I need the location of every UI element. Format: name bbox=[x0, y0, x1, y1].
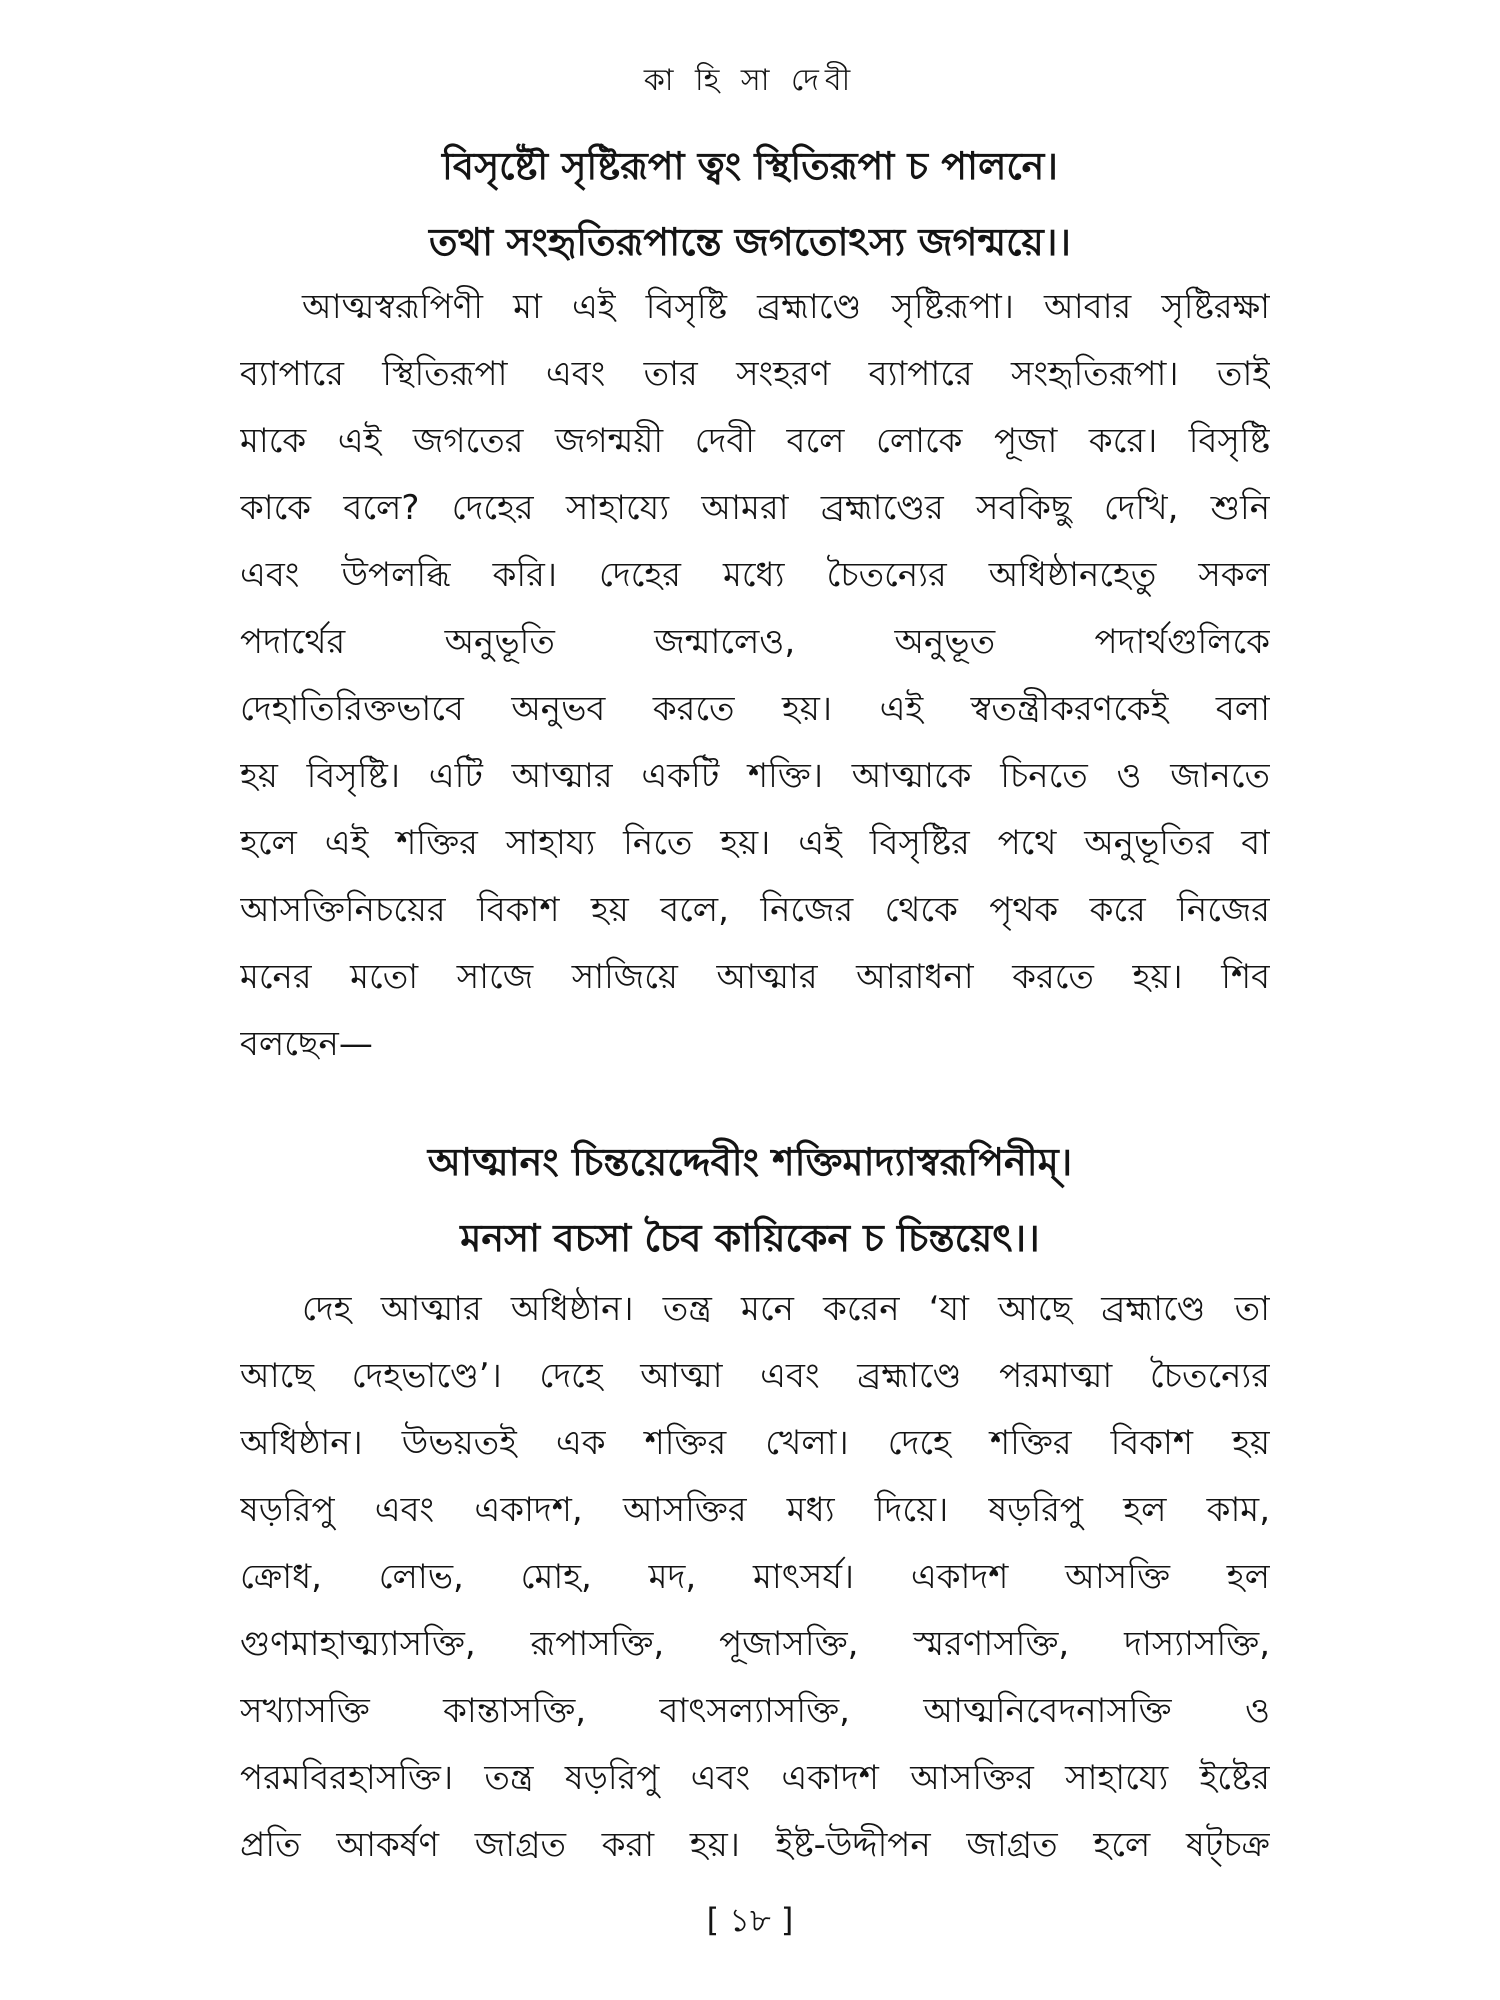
paragraph-1 bbox=[240, 274, 1270, 1078]
paragraph-line: ক্রোধ, লোভ, মোহ, মদ, মাৎসর্য। একাদশ আসক্তি হল bbox=[240, 1557, 1270, 1597]
paragraph-line: কাকে বলে? দেহের সাহায্যে আমরা ব্রহ্মাণ্ডের সবকিছু দেখি, শুনি bbox=[240, 488, 1270, 528]
paragraph-2 bbox=[240, 1276, 1270, 1879]
verse-line: আত্মানং চিন্তয়েদ্দেবীং শক্তিমাদ্যাস্বরূপিনীম্। bbox=[427, 1140, 1073, 1184]
verse-line: মনসা বচসা চৈব কায়িকেন চ চিন্তয়েৎ।। bbox=[460, 1216, 1040, 1260]
paragraph-line: আত্মস্বরূপিণী মা এই বিসৃষ্টি ব্রহ্মাণ্ডে সৃষ্টিরূপা। আবার সৃষ্টিরক্ষা bbox=[302, 287, 1270, 327]
paragraph-line: পরমবিরহাসক্তি। তন্ত্র ষড়রিপু এবং একাদশ আসক্তির সাহায্যে ইষ্টের bbox=[240, 1758, 1270, 1798]
sanskrit-verse-1 bbox=[0, 128, 1500, 280]
page-number: [ ১৮ ] bbox=[706, 1901, 794, 1939]
paragraph-line: এবং উপলব্ধি করি। দেহের মধ্যে চৈতন্যের অধিষ্ঠানহেতু সকল bbox=[240, 555, 1270, 595]
running-header: কা হি সা দেবী bbox=[643, 63, 857, 98]
paragraph-line: আসক্তিনিচয়ের বিকাশ হয় বলে, নিজের থেকে পৃথক করে নিজের bbox=[240, 890, 1270, 930]
paragraph-line: আছে দেহভাণ্ডে’। দেহে আত্মা এবং ব্রহ্মাণ্ডে পরমাত্মা চৈতন্যের bbox=[240, 1356, 1270, 1396]
paragraph-line: ব্যাপারে স্থিতিরূপা এবং তার সংহরণ ব্যাপারে সংহৃতিরূপা। তাই bbox=[240, 354, 1270, 394]
paragraph-line: অধিষ্ঠান। উভয়তই এক শক্তির খেলা। দেহে শক্তির বিকাশ হয় bbox=[240, 1423, 1270, 1463]
paragraph-line: ষড়রিপু এবং একাদশ, আসক্তির মধ্য দিয়ে। ষড়রিপু হল কাম, bbox=[240, 1490, 1270, 1530]
paragraph-line: মনের মতো সাজে সাজিয়ে আত্মার আরাধনা করতে হয়। শিব bbox=[240, 957, 1270, 997]
paragraph-line: মাকে এই জগতের জগন্ময়ী দেবী বলে লোকে পূজা করে। বিসৃষ্টি bbox=[240, 421, 1270, 461]
paragraph-line: দেহ আত্মার অধিষ্ঠান। তন্ত্র মনে করেন ‘যা আছে ব্রহ্মাণ্ডে তা bbox=[302, 1289, 1270, 1329]
paragraph-line: সখ্যাসক্তি কান্তাসক্তি, বাৎসল্যাসক্তি, আত্মনিবেদনাসক্তি ও bbox=[240, 1691, 1270, 1731]
paragraph-line: হলে এই শক্তির সাহায্য নিতে হয়। এই বিসৃষ্টির পথে অনুভূতির বা bbox=[240, 823, 1270, 863]
verse-line: বিসৃষ্টৌ সৃষ্টিরূপা ত্বং স্থিতিরূপা চ পালনে। bbox=[442, 144, 1058, 188]
paragraph-line: হয় বিসৃষ্টি। এটি আত্মার একটি শক্তি। আত্মাকে চিনতে ও জানতে bbox=[240, 756, 1270, 796]
verse-line: তথা সংহৃতিরূপান্তে জগতোঽস্য জগন্ময়ে।। bbox=[428, 220, 1071, 264]
paragraph-line: বলছেন— bbox=[240, 1024, 373, 1064]
sanskrit-verse-2 bbox=[0, 1124, 1500, 1276]
paragraph-line: দেহাতিরিক্তভাবে অনুভব করতে হয়। এই স্বতন্ত্রীকরণকেই বলা bbox=[240, 689, 1270, 729]
paragraph-line: গুণমাহাত্ম্যাসক্তি, রূপাসক্তি, পূজাসক্তি, স্মরণাসক্তি, দাস্যাসক্তি, bbox=[240, 1624, 1270, 1664]
paragraph-line: প্রতি আকর্ষণ জাগ্রত করা হয়। ইষ্ট-উদ্দীপন জাগ্রত হলে ষট্চক্র bbox=[240, 1825, 1270, 1865]
paragraph-line: পদার্থের অনুভূতি জন্মালেও, অনুভূত পদার্থগুলিকে bbox=[240, 622, 1270, 662]
